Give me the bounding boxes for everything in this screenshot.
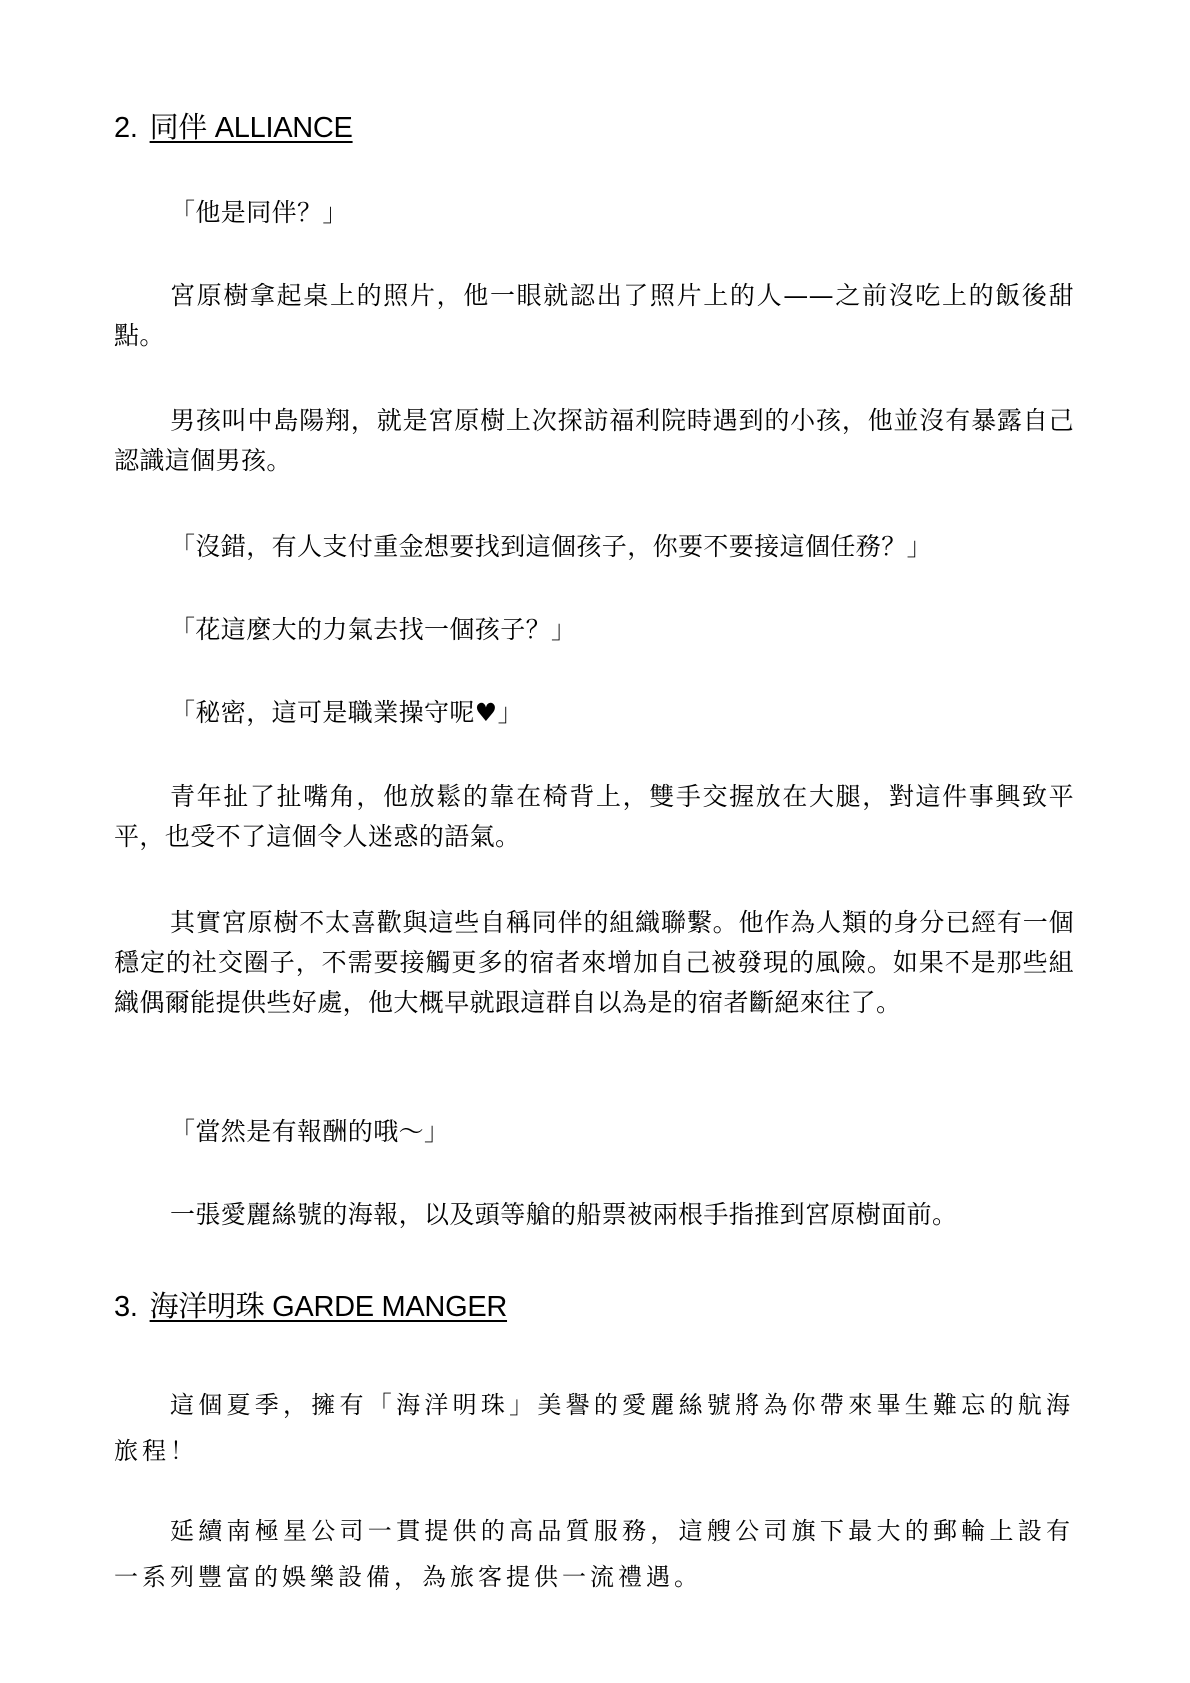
section-2-heading — [114, 110, 353, 146]
paragraph: 「他是同伴？」 — [170, 198, 348, 227]
paragraph: 這個夏季，擁有「海洋明珠」美譽的愛麗絲號將為你帶來畢生難忘的航海旅程！ — [114, 1391, 1074, 1465]
section-3-title: 海洋明珠 GARDE MANGER — [149, 1291, 508, 1323]
paragraph: 「沒錯，有人支付重金想要找到這個孩子，你要不要接這個任務？」 — [170, 532, 933, 561]
section-2-number: 2. — [114, 112, 138, 144]
paragraph: 青年扯了扯嘴角，他放鬆的靠在椅背上，雙手交握放在大腿，對這件事興致平平，也受不了這個令人迷惑的語氣。 — [114, 782, 1074, 851]
section-3-number: 3. — [114, 1291, 138, 1323]
paragraph: 「當然是有報酬的哦～」 — [170, 1117, 450, 1146]
paragraph: 延續南極星公司一貫提供的高品質服務，這艘公司旗下最大的郵輪上設有一系列豐富的娛樂設備，為旅客提供一流禮遇。 — [114, 1517, 1074, 1591]
paragraph: 「秘密，這可是職業操守呢♥」 — [170, 698, 524, 727]
paragraph: 男孩叫中島陽翔，就是宮原樹上次探訪福利院時遇到的小孩，他並沒有暴露自己認識這個男孩。 — [114, 406, 1074, 475]
paragraph: 一張愛麗絲號的海報，以及頭等艙的船票被兩根手指推到宮原樹面前。 — [170, 1200, 958, 1229]
section-3-heading — [114, 1289, 507, 1325]
section-2-title: 同伴 ALLIANCE — [149, 112, 353, 144]
paragraph: 「花這麼大的力氣去找一個孩子？」 — [170, 615, 577, 644]
paragraph: 宮原樹拿起桌上的照片，他一眼就認出了照片上的人——之前沒吃上的飯後甜點。 — [114, 281, 1074, 350]
paragraph: 其實宮原樹不太喜歡與這些自稱同伴的組織聯繫。他作為人類的身分已經有一個穩定的社交圈子，不需要接觸更多的宿者來增加自己被發現的風險。如果不是那些組織偶爾能提供些好處，他大概早就跟這群自以為是的宿者斷絕來往了。 — [114, 908, 1074, 1017]
